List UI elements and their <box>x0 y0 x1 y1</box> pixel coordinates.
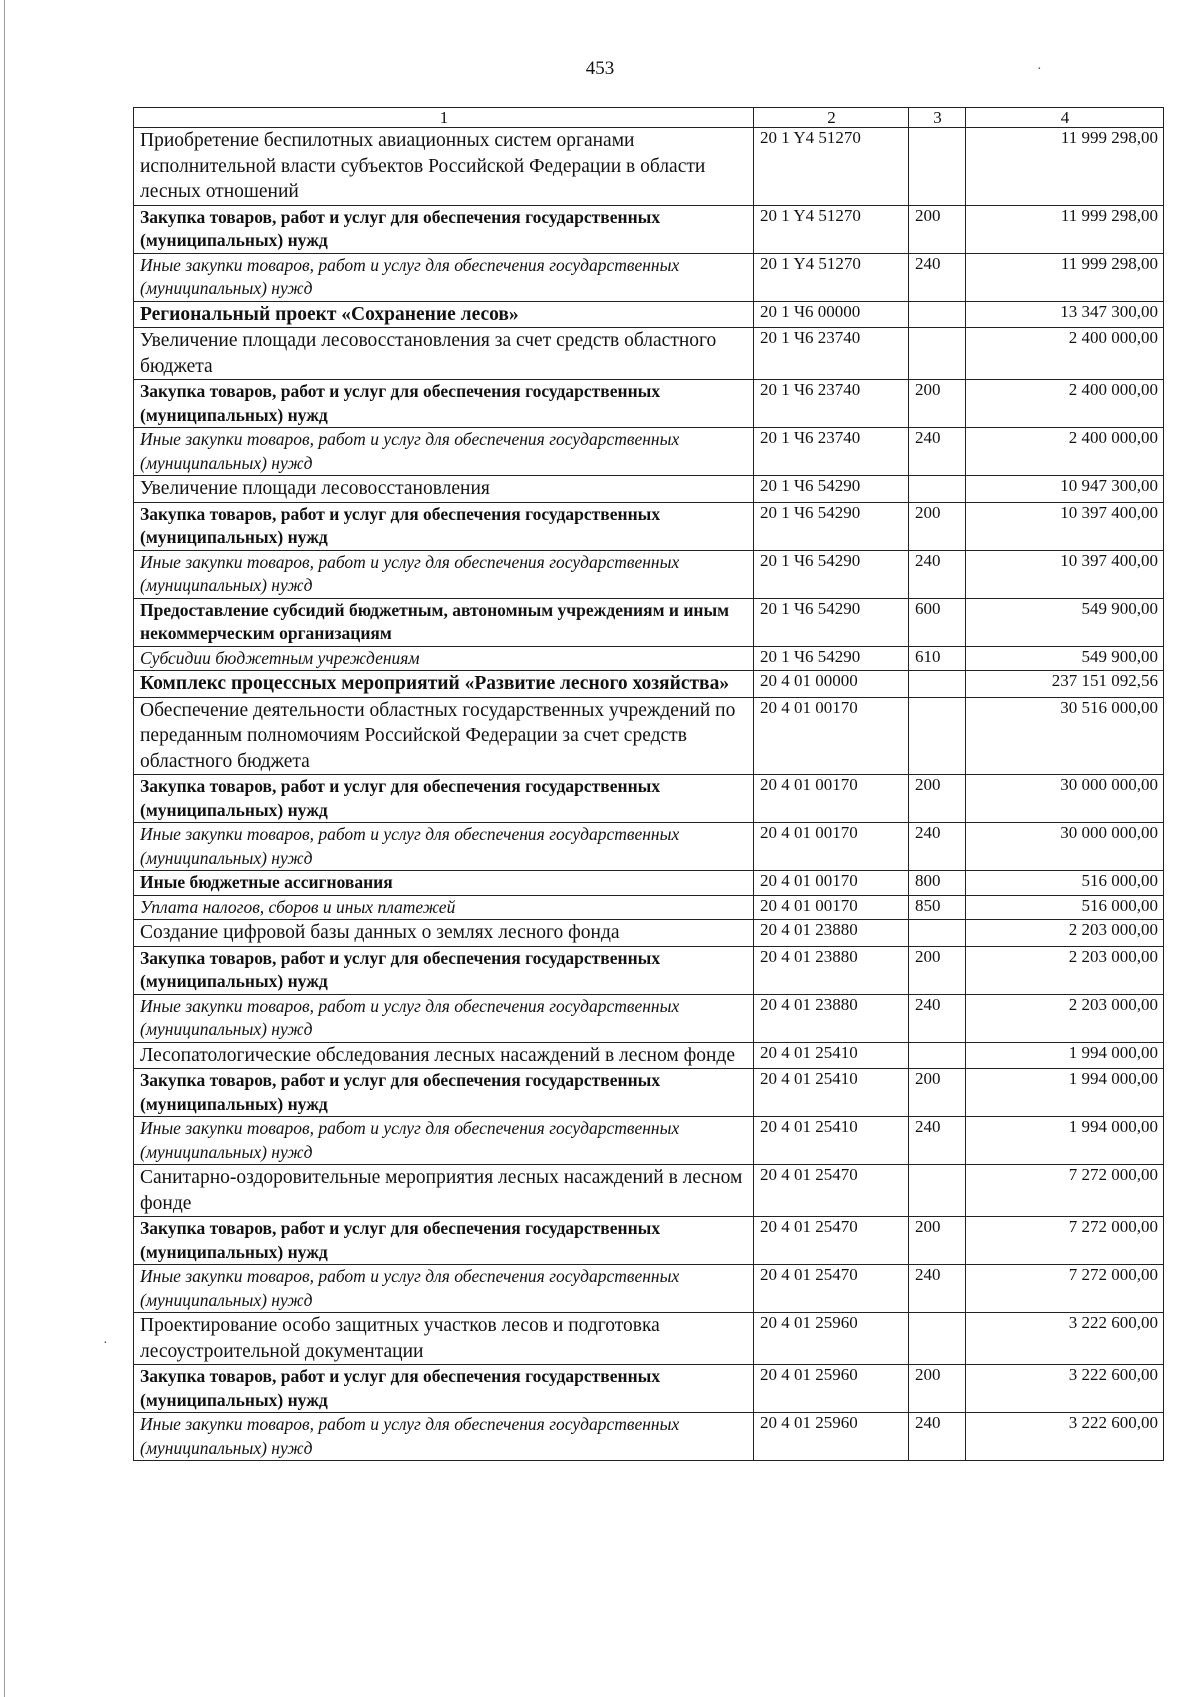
row-name: Закупка товаров, работ и услуг для обеспечения государственных (муниципальных) нужд <box>134 946 754 994</box>
row-name: Иные закупки товаров, работ и услуг для обеспечения государственных (муниципальных) нужд <box>134 1413 754 1461</box>
row-sum: 10 397 400,00 <box>966 550 1164 598</box>
row-sum: 30 516 000,00 <box>966 697 1164 775</box>
row-code: 20 1 Ч6 23740 <box>754 380 909 428</box>
row-code: 20 1 Ч6 00000 <box>754 301 909 328</box>
row-expense-type: 240 <box>909 1117 966 1165</box>
table-header-row <box>134 108 1164 128</box>
row-name: Увеличение площади лесовосстановления за счет средств областного бюджета <box>134 328 754 380</box>
row-name: Иные закупки товаров, работ и услуг для обеспечения государственных (муниципальных) нужд <box>134 253 754 301</box>
row-expense-type: 240 <box>909 823 966 871</box>
row-sum: 11 999 298,00 <box>966 205 1164 253</box>
row-name: Региональный проект «Сохранение лесов» <box>134 301 754 328</box>
row-code: 20 4 01 00000 <box>754 671 909 698</box>
row-expense-type: 200 <box>909 1217 966 1265</box>
row-sum: 516 000,00 <box>966 895 1164 920</box>
row-expense-type: 200 <box>909 380 966 428</box>
row-name: Обеспечение деятельности областных государственных учреждений по переданным полномочиям Российской Федерации за счет средств областного бюджета <box>134 697 754 775</box>
row-sum: 237 151 092,56 <box>966 671 1164 698</box>
row-code: 20 1 Ч6 54290 <box>754 550 909 598</box>
row-sum: 13 347 300,00 <box>966 301 1164 328</box>
table-row <box>134 994 1164 1042</box>
row-sum: 3 222 600,00 <box>966 1413 1164 1461</box>
table-row <box>134 1313 1164 1365</box>
table-row <box>134 823 1164 871</box>
row-name: Комплекс процессных мероприятий «Развитие лесного хозяйства» <box>134 671 754 698</box>
row-code: 20 4 01 00170 <box>754 823 909 871</box>
row-code: 20 4 01 25470 <box>754 1217 909 1265</box>
row-name: Иные закупки товаров, работ и услуг для обеспечения государственных (муниципальных) нужд <box>134 1265 754 1313</box>
table-row <box>134 502 1164 550</box>
table-row <box>134 697 1164 775</box>
row-code: 20 1 Ч6 54290 <box>754 476 909 503</box>
row-expense-type <box>909 328 966 380</box>
row-sum: 7 272 000,00 <box>966 1265 1164 1313</box>
table-row <box>134 1165 1164 1217</box>
table-row <box>134 671 1164 698</box>
row-sum: 549 900,00 <box>966 598 1164 646</box>
table-row <box>134 1069 1164 1117</box>
row-expense-type: 600 <box>909 598 966 646</box>
row-code: 20 4 01 25410 <box>754 1117 909 1165</box>
row-name: Создание цифровой базы данных о землях лесного фонда <box>134 920 754 947</box>
row-name: Закупка товаров, работ и услуг для обеспечения государственных (муниципальных) нужд <box>134 1217 754 1265</box>
row-sum: 10 947 300,00 <box>966 476 1164 503</box>
row-expense-type: 240 <box>909 550 966 598</box>
row-name: Закупка товаров, работ и услуг для обеспечения государственных (муниципальных) нужд <box>134 1365 754 1413</box>
budget-table <box>133 107 1164 1461</box>
row-name: Субсидии бюджетным учреждениям <box>134 646 754 671</box>
row-sum: 2 203 000,00 <box>966 920 1164 947</box>
header-col-3: 3 <box>909 108 966 128</box>
row-code: 20 4 01 23880 <box>754 994 909 1042</box>
row-expense-type <box>909 697 966 775</box>
row-code: 20 1 Ч6 54290 <box>754 502 909 550</box>
table-row <box>134 775 1164 823</box>
row-expense-type: 240 <box>909 1265 966 1313</box>
row-expense-type <box>909 1165 966 1217</box>
table-row <box>134 1117 1164 1165</box>
row-sum: 516 000,00 <box>966 871 1164 896</box>
header-col-1: 1 <box>134 108 754 128</box>
row-name: Иные закупки товаров, работ и услуг для обеспечения государственных (муниципальных) нужд <box>134 823 754 871</box>
table-row <box>134 301 1164 328</box>
row-expense-type: 200 <box>909 775 966 823</box>
row-code: 20 1 Y4 51270 <box>754 205 909 253</box>
row-sum: 11 999 298,00 <box>966 128 1164 206</box>
header-col-2: 2 <box>754 108 909 128</box>
table-row <box>134 128 1164 206</box>
row-code: 20 4 01 00170 <box>754 895 909 920</box>
row-name: Приобретение беспилотных авиационных систем органами исполнительной власти субъектов Российской Федерации в области лесных отношений <box>134 128 754 206</box>
table-row <box>134 946 1164 994</box>
row-code: 20 4 01 00170 <box>754 697 909 775</box>
row-expense-type: 850 <box>909 895 966 920</box>
row-name: Предоставление субсидий бюджетным, автономным учреждениям и иным некоммерческим организациям <box>134 598 754 646</box>
row-name: Закупка товаров, работ и услуг для обеспечения государственных (муниципальных) нужд <box>134 380 754 428</box>
row-sum: 10 397 400,00 <box>966 502 1164 550</box>
row-code: 20 4 01 00170 <box>754 775 909 823</box>
row-sum: 30 000 000,00 <box>966 775 1164 823</box>
row-sum: 549 900,00 <box>966 646 1164 671</box>
row-expense-type: 200 <box>909 1365 966 1413</box>
row-expense-type: 240 <box>909 253 966 301</box>
row-name: Закупка товаров, работ и услуг для обеспечения государственных (муниципальных) нужд <box>134 1069 754 1117</box>
row-sum: 2 203 000,00 <box>966 994 1164 1042</box>
row-name: Иные закупки товаров, работ и услуг для обеспечения государственных (муниципальных) нужд <box>134 994 754 1042</box>
table-row <box>134 550 1164 598</box>
row-sum: 3 222 600,00 <box>966 1313 1164 1365</box>
row-code: 20 1 Ч6 23740 <box>754 328 909 380</box>
table-row <box>134 871 1164 896</box>
header-col-4: 4 <box>966 108 1164 128</box>
row-expense-type: 200 <box>909 502 966 550</box>
row-expense-type: 200 <box>909 946 966 994</box>
row-sum: 7 272 000,00 <box>966 1217 1164 1265</box>
scan-speck: · <box>103 1336 108 1351</box>
row-name: Проектирование особо защитных участков лесов и подготовка лесоустроительной документации <box>134 1313 754 1365</box>
row-name: Закупка товаров, работ и услуг для обеспечения государственных (муниципальных) нужд <box>134 775 754 823</box>
table-row <box>134 895 1164 920</box>
table-row <box>134 1413 1164 1461</box>
table-row <box>134 1365 1164 1413</box>
row-expense-type: 610 <box>909 646 966 671</box>
row-name: Иные закупки товаров, работ и услуг для обеспечения государственных (муниципальных) нужд <box>134 550 754 598</box>
row-expense-type <box>909 671 966 698</box>
row-name: Увеличение площади лесовосстановления <box>134 476 754 503</box>
row-code: 20 4 01 23880 <box>754 920 909 947</box>
table-row <box>134 1265 1164 1313</box>
row-name: Закупка товаров, работ и услуг для обеспечения государственных (муниципальных) нужд <box>134 502 754 550</box>
table-row <box>134 253 1164 301</box>
row-sum: 2 400 000,00 <box>966 328 1164 380</box>
scan-speck: · <box>1037 62 1042 77</box>
row-name: Лесопатологические обследования лесных насаждений в лесном фонде <box>134 1042 754 1069</box>
row-code: 20 1 Ч6 23740 <box>754 428 909 476</box>
row-expense-type <box>909 301 966 328</box>
row-code: 20 1 Y4 51270 <box>754 253 909 301</box>
row-code: 20 4 01 25960 <box>754 1413 909 1461</box>
row-sum: 3 222 600,00 <box>966 1365 1164 1413</box>
row-sum: 2 400 000,00 <box>966 380 1164 428</box>
row-expense-type <box>909 1042 966 1069</box>
row-code: 20 4 01 25410 <box>754 1069 909 1117</box>
row-code: 20 4 01 25410 <box>754 1042 909 1069</box>
row-sum: 2 203 000,00 <box>966 946 1164 994</box>
table-row <box>134 1217 1164 1265</box>
row-name: Уплата налогов, сборов и иных платежей <box>134 895 754 920</box>
table-row <box>134 428 1164 476</box>
table-row <box>134 920 1164 947</box>
row-code: 20 1 Ч6 54290 <box>754 646 909 671</box>
row-code: 20 1 Y4 51270 <box>754 128 909 206</box>
row-code: 20 1 Ч6 54290 <box>754 598 909 646</box>
table-row <box>134 205 1164 253</box>
row-code: 20 4 01 25960 <box>754 1313 909 1365</box>
row-code: 20 4 01 23880 <box>754 946 909 994</box>
row-sum: 1 994 000,00 <box>966 1069 1164 1117</box>
row-code: 20 4 01 25470 <box>754 1265 909 1313</box>
table-row <box>134 646 1164 671</box>
table-row <box>134 380 1164 428</box>
row-expense-type <box>909 476 966 503</box>
row-name: Иные бюджетные ассигнования <box>134 871 754 896</box>
row-expense-type: 240 <box>909 1413 966 1461</box>
row-code: 20 4 01 25470 <box>754 1165 909 1217</box>
table-row <box>134 328 1164 380</box>
row-name: Иные закупки товаров, работ и услуг для обеспечения государственных (муниципальных) нужд <box>134 428 754 476</box>
row-sum: 30 000 000,00 <box>966 823 1164 871</box>
page-number: 453 <box>585 58 615 79</box>
row-code: 20 4 01 25960 <box>754 1365 909 1413</box>
table-row <box>134 1042 1164 1069</box>
row-name: Санитарно-оздоровительные мероприятия лесных насаждений в лесном фонде <box>134 1165 754 1217</box>
row-sum: 1 994 000,00 <box>966 1117 1164 1165</box>
scan-margin-line <box>4 0 5 1697</box>
row-expense-type <box>909 920 966 947</box>
row-sum: 11 999 298,00 <box>966 253 1164 301</box>
row-expense-type: 800 <box>909 871 966 896</box>
row-sum: 2 400 000,00 <box>966 428 1164 476</box>
row-expense-type <box>909 1313 966 1365</box>
row-name: Иные закупки товаров, работ и услуг для обеспечения государственных (муниципальных) нужд <box>134 1117 754 1165</box>
row-expense-type: 200 <box>909 1069 966 1117</box>
row-code: 20 4 01 00170 <box>754 871 909 896</box>
row-sum: 7 272 000,00 <box>966 1165 1164 1217</box>
row-sum: 1 994 000,00 <box>966 1042 1164 1069</box>
row-expense-type: 240 <box>909 994 966 1042</box>
table-row <box>134 476 1164 503</box>
row-name: Закупка товаров, работ и услуг для обеспечения государственных (муниципальных) нужд <box>134 205 754 253</box>
table-row <box>134 598 1164 646</box>
row-expense-type: 240 <box>909 428 966 476</box>
row-expense-type <box>909 128 966 206</box>
row-expense-type: 200 <box>909 205 966 253</box>
